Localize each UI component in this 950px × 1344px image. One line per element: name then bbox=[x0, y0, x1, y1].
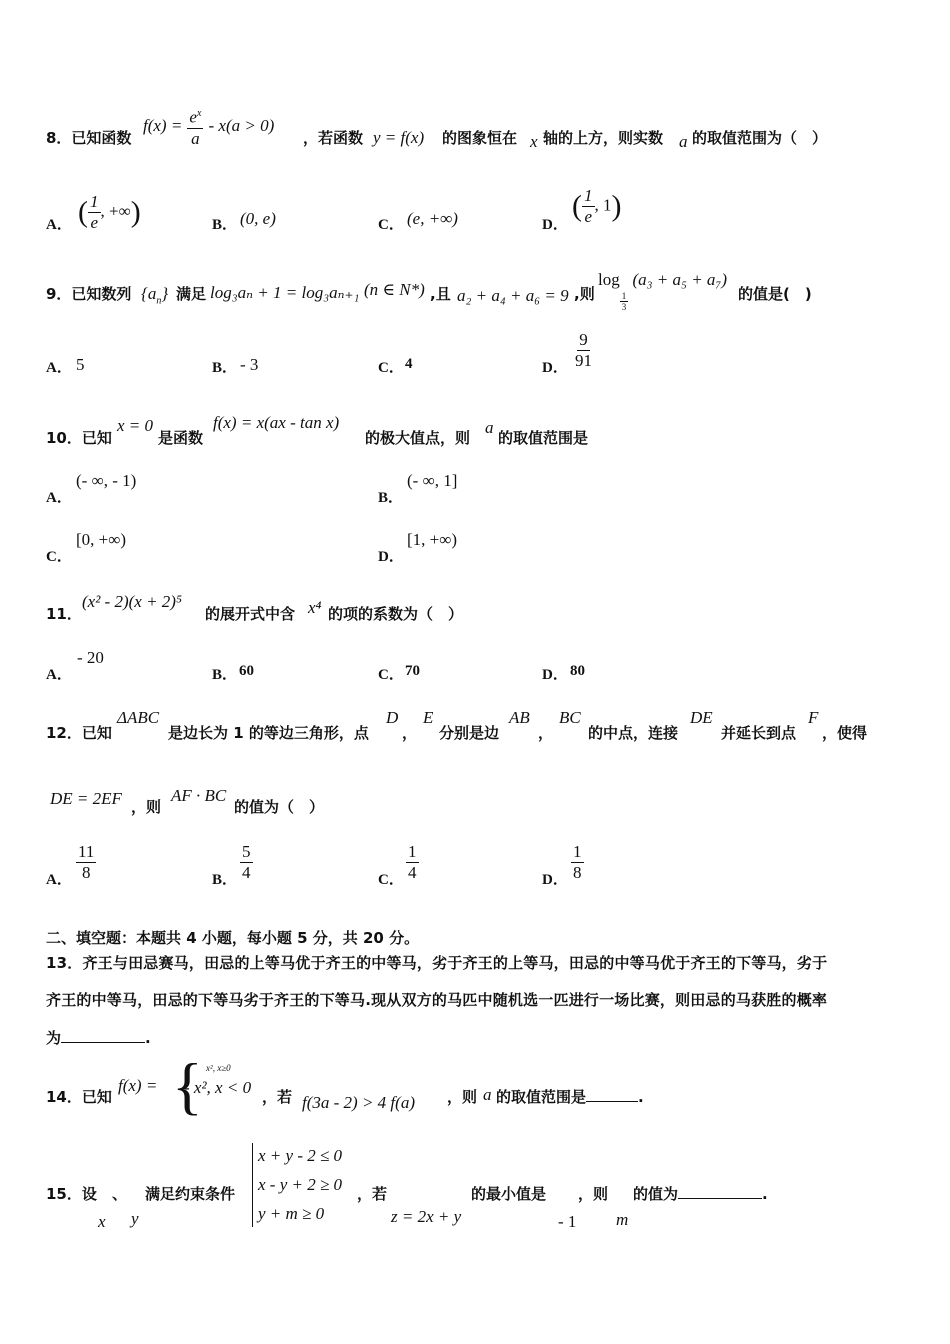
q14-label: 14．已知 bbox=[46, 1088, 112, 1106]
q10-option-d-value: [1, +∞) bbox=[407, 530, 458, 549]
q15-text-4: ，则 bbox=[578, 1185, 609, 1203]
q9-log: log bbox=[598, 270, 620, 289]
q15-min-value: - 1 bbox=[558, 1212, 577, 1231]
q8-a-var: a bbox=[679, 132, 688, 151]
q12-a-num: 11 bbox=[78, 842, 95, 861]
q12-d-den: 8 bbox=[573, 863, 582, 882]
q12-comma-1: ， bbox=[402, 724, 418, 742]
q12-option-d-label: D． bbox=[542, 872, 568, 888]
q13-end: . bbox=[145, 1029, 151, 1047]
q15-x-var: x bbox=[98, 1212, 106, 1231]
q14-case-1: x², x≥0 bbox=[206, 1063, 231, 1073]
q12-option-c-label: C． bbox=[378, 872, 404, 888]
q14-inequality: f(3a - 2) > 4 f(a) bbox=[302, 1093, 415, 1112]
q8-x-var: x bbox=[530, 132, 538, 151]
q9-log-expression bbox=[598, 270, 727, 312]
q12-point-f: F bbox=[808, 708, 819, 727]
q14-brace: { bbox=[172, 1050, 203, 1121]
q12-c-num: 1 bbox=[408, 842, 417, 861]
q13-line-2: 齐王的中等马，田忌的下等马劣于齐王的下等马.现从双方的马匹中随机选一匹进行一场比赛，则田忌的马获胜的概率 bbox=[46, 991, 828, 1009]
q8-option-d-label: D． bbox=[542, 217, 568, 233]
q12-d-num: 1 bbox=[573, 842, 582, 861]
q12-a-den: 8 bbox=[81, 863, 91, 882]
q10-option-c-value: [0, +∞) bbox=[76, 530, 127, 549]
q9-base-den: 3 bbox=[621, 302, 627, 312]
q9-option-c-label: C． bbox=[378, 360, 404, 376]
q8-function-formula bbox=[143, 104, 274, 149]
q10-label: 10．已知 bbox=[46, 429, 112, 447]
q9-option-c-value: 4 bbox=[405, 356, 413, 372]
q15-brace bbox=[252, 1143, 255, 1227]
q8-option-b-value: (0, e) bbox=[240, 209, 276, 228]
q12-text-7: 的值为（ ） bbox=[234, 798, 325, 816]
q9-sum-equation: a₂ + a₄ + a₆ = 9 bbox=[457, 286, 569, 305]
q8-d-den: e bbox=[584, 207, 593, 226]
q14-a-var: a bbox=[483, 1085, 492, 1104]
q15-text-3: 的最小值是 bbox=[471, 1185, 547, 1203]
q12-option-a-value bbox=[76, 842, 96, 883]
q12-b-den: 4 bbox=[242, 863, 251, 882]
q14-case-2: - x², x < 0 bbox=[184, 1078, 252, 1097]
q14-text-2: ，则 bbox=[447, 1088, 478, 1106]
q13-answer-blank[interactable] bbox=[61, 1028, 145, 1043]
q11-text-2: 的项的系数为（ ） bbox=[328, 605, 464, 623]
q9-n-domain: (n ∈ N*) bbox=[364, 280, 425, 299]
q12-option-c-value bbox=[406, 842, 419, 883]
q15-text-5 bbox=[633, 1183, 768, 1204]
q9-log-equation: log₃aₙ + 1 = log₃aₙ₊₁ bbox=[210, 283, 360, 302]
q15-constraint-1: x + y - 2 ≤ 0 bbox=[258, 1146, 343, 1165]
section-2-title: 二、填空题：本题共 4 小题，每小题 5 分，共 20 分。 bbox=[46, 929, 420, 947]
q9-base-num: 1 bbox=[621, 291, 627, 301]
q12-side-ab: AB bbox=[509, 708, 530, 727]
q9-option-a-value: 5 bbox=[76, 355, 85, 374]
q14-text-1: ，若 bbox=[262, 1088, 293, 1106]
q8-frac-den: a bbox=[191, 128, 200, 148]
q15-m-var: m bbox=[616, 1210, 629, 1229]
q14-fx: f(x) = bbox=[118, 1076, 158, 1095]
q10-a-var: a bbox=[485, 418, 494, 437]
q8-a-den: e bbox=[90, 213, 99, 232]
q10-option-a-value: (- ∞, - 1) bbox=[76, 471, 137, 490]
q13-line-3 bbox=[46, 1027, 151, 1048]
q8-text-2: 的图象恒在 bbox=[442, 129, 518, 147]
q11-text-1: 的展开式中含 bbox=[205, 605, 296, 623]
q13-line-1: 13．齐王与田忌赛马，田忌的上等马优于齐王的中等马，劣于齐王的上等马，田忌的中等马优于齐王的下等马，劣于 bbox=[46, 954, 828, 972]
q15-y-var: y bbox=[131, 1209, 139, 1228]
q12-option-b-label: B． bbox=[212, 872, 238, 888]
q12-text-4: 并延长到点 bbox=[721, 724, 797, 742]
q12-comma-2: ， bbox=[538, 724, 554, 742]
q8-d-num: 1 bbox=[584, 186, 593, 205]
q8-text-3: 轴的上方，则实数 bbox=[543, 129, 664, 147]
q8-option-c-label: C． bbox=[378, 217, 404, 233]
q14-text-3-label: 的取值范围是 bbox=[496, 1088, 587, 1106]
q8-frac-num-sup: x bbox=[196, 108, 202, 119]
q8-frac-num: e bbox=[189, 107, 197, 127]
q10-text-2: 的极大值点，则 bbox=[365, 429, 471, 447]
q10-option-c-label: C． bbox=[46, 549, 72, 565]
q11-option-a-label: A． bbox=[46, 667, 72, 683]
q11-option-d-value: 80 bbox=[570, 663, 585, 679]
q12-segment-de: DE bbox=[690, 708, 713, 727]
q13-wei: 为 bbox=[46, 1029, 62, 1047]
q9-d-num: 9 bbox=[579, 330, 588, 349]
q10-text-3: 的取值范围是 bbox=[498, 429, 589, 447]
q14-answer-blank[interactable] bbox=[586, 1087, 638, 1102]
q9-sequence: $\{a_n\}$ bbox=[141, 284, 169, 307]
q15-constraint-3: y + m ≥ 0 bbox=[258, 1204, 325, 1223]
q15-answer-blank[interactable] bbox=[678, 1184, 762, 1199]
q15-label: 15．设 bbox=[46, 1185, 97, 1203]
q9-option-d-label: D． bbox=[542, 360, 568, 376]
q8-text-4: 的取值范围为（ ） bbox=[692, 129, 828, 147]
q8-tail: - x(a > 0) bbox=[208, 115, 275, 135]
q10-x0: x = 0 bbox=[117, 416, 154, 435]
q9-text-1: 满足 bbox=[176, 285, 207, 303]
q12-text-6: ，则 bbox=[131, 798, 162, 816]
q11-option-c-value: 70 bbox=[405, 663, 420, 679]
q11-option-b-value: 60 bbox=[239, 663, 254, 679]
q10-option-d-label: D． bbox=[378, 549, 404, 565]
q10-option-b-label: B． bbox=[378, 490, 404, 506]
q10-text-1: 是函数 bbox=[158, 429, 204, 447]
q11-option-d-label: D． bbox=[542, 667, 568, 683]
q12-option-a-label: A． bbox=[46, 872, 72, 888]
q8-fx: f(x) = bbox=[143, 115, 183, 135]
q12-equation: DE = 2EF bbox=[50, 789, 122, 808]
q12-label: 12．已知 bbox=[46, 724, 112, 742]
q12-b-num: 5 bbox=[242, 842, 251, 861]
q9-label: 9．已知数列 bbox=[46, 285, 132, 303]
q8-a-num: 1 bbox=[90, 192, 99, 211]
q8-y-expr: y = f(x) bbox=[373, 128, 425, 147]
q9-option-a-label: A． bbox=[46, 360, 72, 376]
q14-text-3 bbox=[496, 1086, 644, 1107]
q11-option-b-label: B． bbox=[212, 667, 238, 683]
q8-option-b-label: B． bbox=[212, 217, 238, 233]
q10-option-a-label: A． bbox=[46, 490, 72, 506]
q12-point-d: D bbox=[386, 708, 399, 727]
q8-a-tail: , +∞ bbox=[100, 201, 131, 221]
q12-text-1: 是边长为 1 的等边三角形，点 bbox=[168, 724, 369, 742]
q12-text-3: 的中点，连接 bbox=[588, 724, 679, 742]
q8-text-1: ，若函数 bbox=[303, 129, 364, 147]
q9-option-b-label: B． bbox=[212, 360, 238, 376]
q9-option-b-value: - 3 bbox=[240, 355, 259, 374]
q8-d-tail: , 1 bbox=[594, 195, 612, 215]
q11-option-c-label: C． bbox=[378, 667, 404, 683]
q12-side-bc: BC bbox=[559, 708, 581, 727]
q8-fraction bbox=[187, 104, 203, 149]
q8-option-a-value: ( $\frac{1}{e}$ , +∞) bbox=[78, 192, 141, 232]
q14-end: . bbox=[638, 1088, 644, 1106]
q9-option-d-value bbox=[573, 330, 594, 371]
q12-text-2: 分别是边 bbox=[439, 724, 500, 742]
q15-sep: 、 bbox=[112, 1185, 128, 1203]
q11-label: 11． bbox=[46, 605, 82, 623]
q15-text-1: 满足约束条件 bbox=[145, 1185, 236, 1203]
q15-text-5-label: 的值为 bbox=[633, 1185, 679, 1203]
q11-option-a-value: - 20 bbox=[77, 648, 104, 667]
q9-text-3: ,则 bbox=[574, 285, 595, 303]
q15-text-2: ，若 bbox=[357, 1185, 388, 1203]
q15-end: . bbox=[762, 1185, 768, 1203]
q15-z-expr: z = 2x + y bbox=[391, 1207, 462, 1226]
q12-c-den: 4 bbox=[408, 863, 417, 882]
q11-expression: (x² - 2)(x + 2)⁵ bbox=[82, 592, 182, 611]
q9-text-4: 的值是( ) bbox=[738, 285, 812, 303]
q11-x4: x⁴ bbox=[308, 598, 322, 617]
q12-text-5: ，使得 bbox=[822, 724, 868, 742]
q9-text-2: ,且 bbox=[430, 285, 451, 303]
q8-label: 8．已知函数 bbox=[46, 129, 132, 147]
q9-d-den: 91 bbox=[575, 351, 592, 370]
q12-dot-product: AF · BC bbox=[171, 786, 227, 805]
q12-option-b-value bbox=[240, 842, 253, 883]
q8-option-d-value: ( $\frac{1}{e}$ , 1) bbox=[572, 186, 622, 226]
q10-option-b-value: (- ∞, 1] bbox=[407, 471, 458, 490]
q8-option-c-value: (e, +∞) bbox=[407, 209, 458, 228]
q9-log-arg: (a₃ + a₅ + a₇) bbox=[632, 270, 727, 289]
q10-function: f(x) = x(ax - tan x) bbox=[213, 413, 340, 432]
q8-option-a-label: A． bbox=[46, 217, 72, 233]
q12-point-e: E bbox=[423, 708, 434, 727]
q12-option-d-value bbox=[571, 842, 584, 883]
q12-triangle: ΔABC bbox=[117, 708, 160, 727]
q15-constraint-2: x - y + 2 ≥ 0 bbox=[258, 1175, 343, 1194]
